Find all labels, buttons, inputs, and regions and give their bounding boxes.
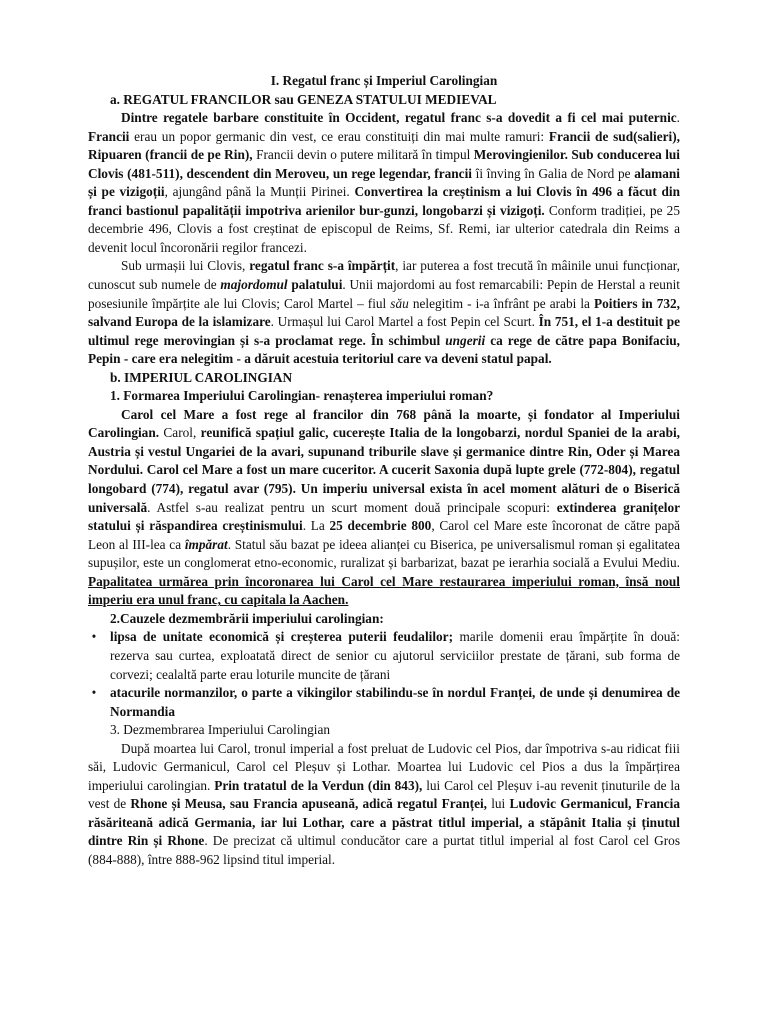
- text-span: alamani și pe vizigoții: [88, 165, 680, 200]
- section-a-heading: a. REGATUL FRANCILOR sau GENEZA STATULUI MEDIEVAL: [110, 91, 497, 107]
- text-span: nelegitim - i-a înfrânt pe arabi la: [408, 295, 594, 311]
- text-span: marile domenii erau împărțite în două: rezerva sau curtea, exploatată direct de senior cu ajutorul serviciilor prestate de țărani, sub forma de corvezi; cealaltă parte erau loturile muncite de țărani: [110, 629, 680, 682]
- subheading-dezmembrarea: 3. Dezmembrarea Imperiului Carolingian: [110, 722, 331, 738]
- text-span: Conform tradiției, pe 25 decembrie 496, Clovis a fost creștinat de episcopul de Reims, Sf. Remi, iar ulterior catedrala din Reims a devenit locul încoronării regilor francezi.: [88, 202, 680, 255]
- text-span: lui Carol cel Pleșuv i-au revenit ținuturile de la vest de: [88, 777, 680, 812]
- text-span: După moartea lui Carol, tronul imperial a fost preluat de Ludovic cel Pios, dar împotriva s-au ridicat fiii săi, Ludovic Germanicul, Carol cel Pleșuv și Lothar. Moartea lui Ludovic cel Pios a dus la împărțirea imperiului carolingian.: [88, 740, 680, 793]
- subheading-cauzele: 2.Cauzele dezmembrării imperiului carolingian:: [110, 610, 384, 626]
- list-item: [91, 684, 680, 721]
- list-item: [91, 628, 680, 684]
- text-span: palatului: [291, 277, 343, 293]
- text-span: Carol,: [159, 425, 201, 441]
- text-span: reunifică spațiul galic, cucerește Italia de la longobarzi, nordul Spaniei de la arabi, Austria și vestul Ungariei de la avari, supunand triburile slave și germanice dintre Rin, Oder și Marea Nordului. Carol cel Mare a fost un mare cuceritor. A cucerit Saxonia după lupte grele (772-804), regatul longobard (774), regatul avar (795). Un imperiu universal exista în acel moment alături de o Biserică universală: [88, 425, 680, 515]
- text-span: Francii devin o putere militară în timpul: [252, 147, 474, 163]
- text-span: regatul franc s-a împărțit: [249, 258, 396, 274]
- paragraph-regatul-franc: [88, 109, 680, 257]
- text-span: Merovingienilor. Sub conducerea lui Clovis (481-511), descendent din Meroveu, un rege legendar, francii: [88, 147, 681, 181]
- text-span: Francii: [88, 128, 130, 144]
- text-span: îi înving în Galia de Nord pe: [471, 165, 635, 181]
- text-span: Rhone și Meusa, sau Francia apuseană, adică regatul Franței,: [130, 796, 487, 812]
- text-span: ungerii: [445, 332, 486, 348]
- text-span: Papalitatea urmărea prin încoronarea lui Carol cel Mare restaurarea imperiului roman, însă noul imperiu era unul franc, cu capitala la Aachen.: [88, 573, 680, 608]
- text-span: Sub urmașii lui Clovis,: [121, 258, 250, 274]
- paragraph-urmasii-lui-clovis: [88, 257, 680, 368]
- text-span: Dintre regatele barbare constituite în Occident, regatul franc s-a dovedit a fi cel mai puternic: [121, 110, 677, 126]
- text-span: împărat: [184, 536, 228, 552]
- text-span: lui: [487, 796, 510, 812]
- text-span: ca rege de către papa Bonifaciu, Pepin - care era nelegitim - a dăruit acestuia teritoriul care va deveni statul papal.: [88, 332, 680, 367]
- text-span: . Statul său bazat pe ideea alianței cu Biserica, pe universalismul roman și egalitatea supușilor, este un conglomerat etno-economic, ruralizat și barbarizat, bazat pe ierarhia socială a Evului Mediu.: [88, 536, 680, 571]
- text-span: majordomul: [220, 277, 288, 293]
- text-span: său: [390, 295, 409, 311]
- bullet-icon: •: [91, 629, 97, 645]
- text-span: Ludovic Germanicul, Francia răsăriteană adică Germania, iar lui Lothar, care a păstrat titlul imperial, a stăpânit Italia și ținutul dintre Rin și Rhone: [88, 796, 681, 849]
- text-span: În 751, el 1-a destituit pe ultimul rege merovingian și s-a proclamat rege. În schimbul: [88, 314, 680, 348]
- text-span: . Astfel s-au realizat pentru un scurt moment două principale scopuri:: [147, 499, 557, 515]
- text-span: , iar puterea a fost trecută în mâinile unui funcționar, cunoscut sub numele de: [88, 258, 681, 293]
- bullet-icon: •: [91, 685, 97, 701]
- paragraph-dezmembrarea: [88, 740, 680, 870]
- text-span: erau un popor germanic din vest, ce erau constituiți din mai multe ramuri:: [129, 128, 549, 144]
- document-title: I. Regatul franc și Imperiul Carolingian: [270, 73, 498, 88]
- text-span: . Unii majordomi au fost remarcabili: Pepin de Herstal a reunit posesiunile împărțite ale lui Clovis; Carol Martel – fiul: [88, 277, 680, 311]
- section-b-heading: b. IMPERIUL CAROLINGIAN: [110, 369, 293, 385]
- text-span: Prin tratatul de la Verdun (din 843),: [214, 777, 423, 793]
- text-span: lipsa de unitate economică și creșterea puterii feudalilor;: [110, 629, 454, 645]
- text-span: 25 decembrie 800: [329, 518, 432, 534]
- text-span: atacurile normanzilor, o parte a vikingilor stabilindu-se în nordul Franței, de unde și denumirea de Normandia: [110, 685, 680, 719]
- text-span: Convertirea la creștinism a lui Clovis în 496 a făcut din franci bastionul papalității impotriva arienilor bur-gunzi, longobarzi și vizigoți.: [88, 184, 680, 218]
- text-span: Poitiers in 732, salvand Europa de la islamizare: [88, 295, 680, 330]
- text-span: , ajungând până la Munții Pirinei.: [164, 184, 355, 200]
- text-span: .: [676, 110, 680, 126]
- document-body: [88, 72, 680, 870]
- text-span: , Carol cel Mare este încoronat de către papă Leon al III-lea ca: [88, 518, 680, 552]
- text-span: . Urmașul lui Carol Martel a fost Pepin cel Scurt.: [270, 314, 539, 330]
- paragraph-carol-cel-mare: [88, 406, 680, 610]
- subheading-formarea: 1. Formarea Imperiului Carolingian- renașterea imperiului roman?: [110, 388, 494, 404]
- text-span: . De precizat că ultimul conducător care a purtat titlul imperial al fost Carol cel Gros (884-888), între 888-962 lipsind titul imperial.: [88, 833, 681, 867]
- causes-list: [88, 628, 680, 721]
- text-span: Francii de sud(salieri), Ripuaren (francii de pe Rin),: [88, 128, 680, 163]
- text-span: extinderea granițelor statului și răspandirea creștinismului: [88, 499, 680, 534]
- text-span: . La: [302, 518, 330, 534]
- text-span: Carol cel Mare a fost rege al francilor din 768 până la moarte, și fondator al Imperiului Carolingian.: [88, 406, 680, 441]
